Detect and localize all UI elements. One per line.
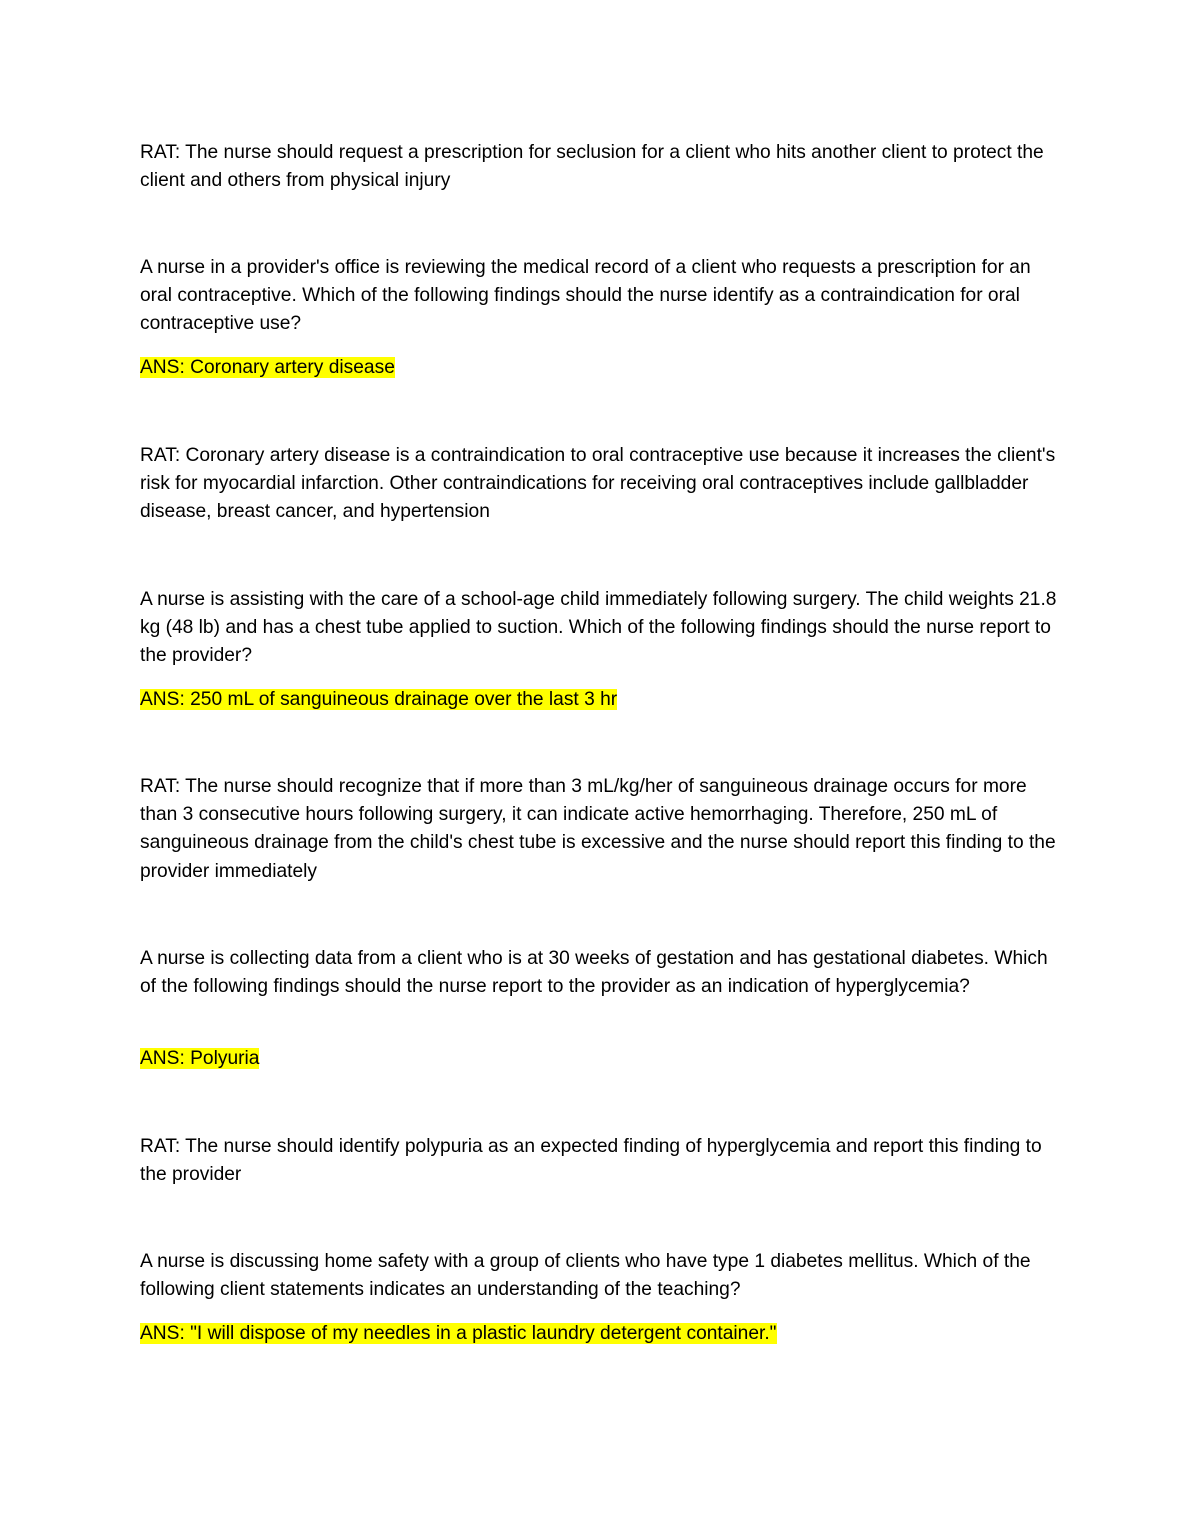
question-text: A nurse in a provider's office is reviewing the medical record of a client who requests a prescription for an oral contraceptive. Which of the following findings should the nurse identify as a contraindication for oral contraceptive use? (140, 257, 1031, 335)
question-paragraph (140, 254, 1060, 339)
rationale-text: RAT: Coronary artery disease is a contraindication to oral contraceptive use because it increases the client's risk for myocardial infarction. Other contraindications for receiving oral contraceptives include gallbladder disease, breast cancer, and hypertension (140, 445, 1056, 523)
question-text: A nurse is collecting data from a client who is at 30 weeks of gestation and has gestational diabetes. Which of the following findings should the nurse report to the provider as an indication of hyperglycemia? (140, 948, 1048, 998)
answer-paragraph (140, 1045, 1060, 1073)
question-paragraph (140, 586, 1060, 671)
rationale-text: RAT: The nurse should identify polypuria as an expected finding of hyperglycemia and report this finding to the provider (140, 1136, 1042, 1186)
answer-paragraph (140, 1320, 1060, 1348)
question-text: A nurse is assisting with the care of a school-age child immediately following surgery. The child weights 21.8 kg (48 lb) and has a chest tube applied to suction. Which of the following findings should the nurse report to the provider? (140, 589, 1057, 667)
rationale-paragraph (140, 1133, 1060, 1189)
answer-paragraph (140, 354, 1060, 382)
rationale-paragraph (140, 442, 1060, 527)
question-paragraph (140, 1248, 1060, 1304)
rationale-text: RAT: The nurse should recognize that if more than 3 mL/kg/her of sanguineous drainage occurs for more than 3 consecutive hours following surgery, it can indicate active hemorrhaging. Therefore, 250 mL of sanguineous drainage from the child's chest tube is excessive and the nurse should report this finding to the provider immediately (140, 776, 1056, 882)
answer-highlight: ANS: 250 mL of sanguineous drainage over the last 3 hr (140, 689, 618, 710)
rationale-text: RAT: The nurse should request a prescription for seclusion for a client who hits another client to protect the client and others from physical injury (140, 142, 1044, 192)
rationale-paragraph (140, 773, 1060, 886)
question-text: A nurse is discussing home safety with a group of clients who have type 1 diabetes mellitus. Which of the following client statements indicates an understanding of the teaching? (140, 1251, 1031, 1301)
answer-highlight: ANS: Polyuria (140, 1048, 260, 1069)
answer-highlight: ANS: "I will dispose of my needles in a plastic laundry detergent container." (140, 1323, 777, 1344)
answer-paragraph (140, 686, 1060, 714)
rationale-paragraph (140, 139, 1060, 195)
question-paragraph (140, 945, 1060, 1001)
answer-highlight: ANS: Coronary artery disease (140, 357, 395, 378)
